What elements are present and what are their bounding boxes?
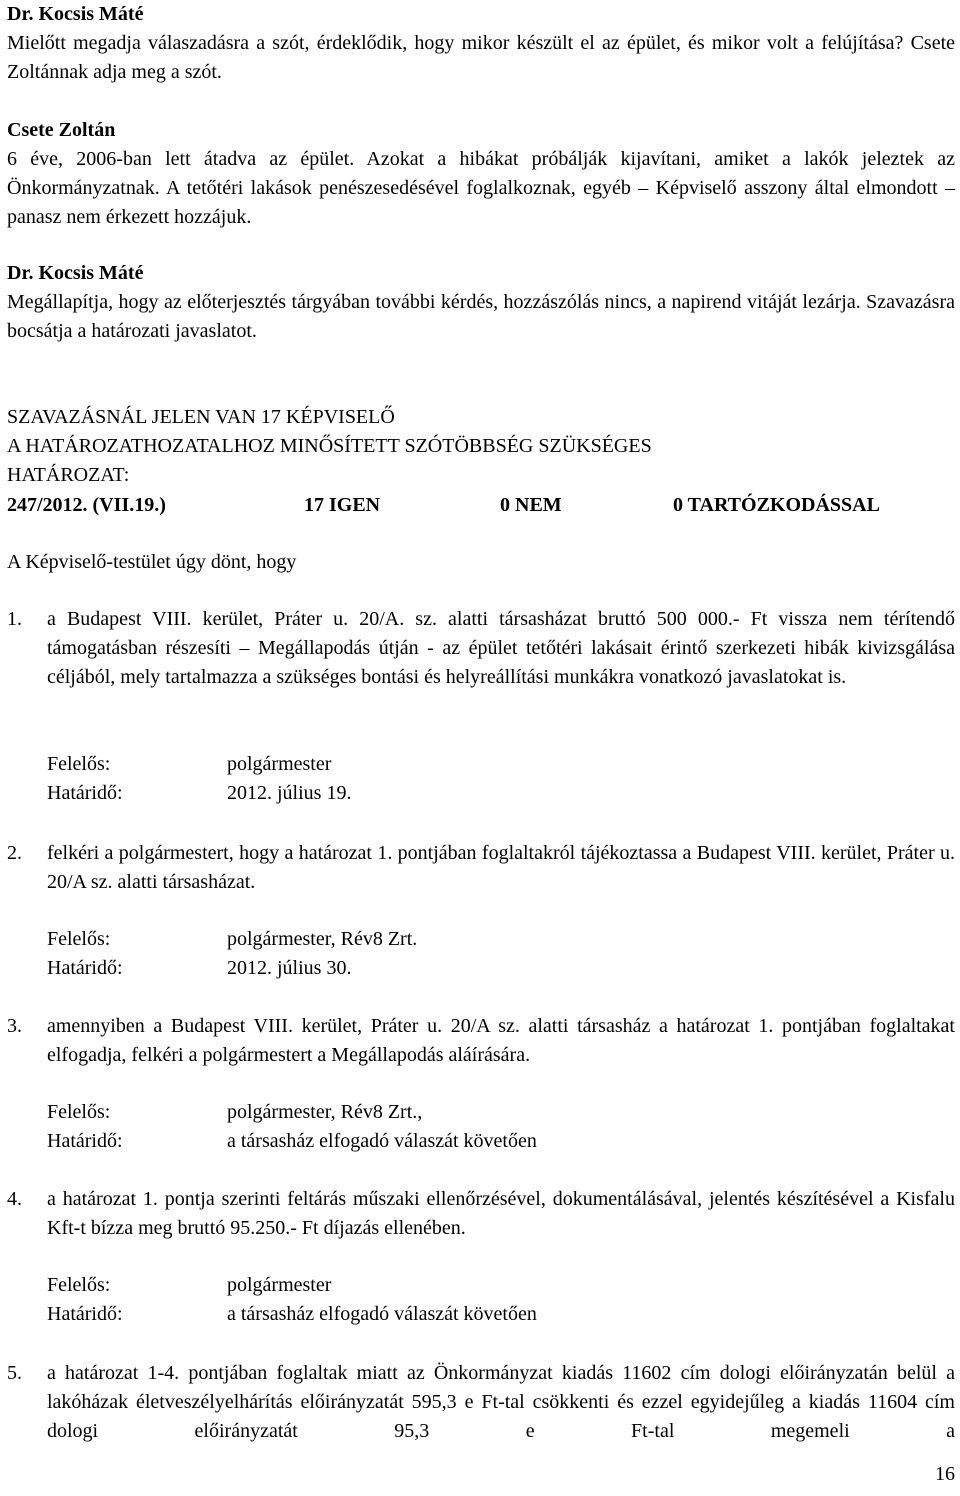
deadline-row <box>47 779 351 808</box>
speech-text: Mielőtt megadja válaszadásra a szót, érdeklődik, hogy mikor készült el az épület, és mikor volt a felújítása? Csete Zoltánnak adja meg a szót. <box>7 32 955 83</box>
item-text: a Budapest VIII. kerület, Práter u. 20/A. sz. alatti társasházat bruttó 500 000.- Ft vissza nem térítendő támogatásban részesíti – Megállapodás útján - az épület tetőtéri lakásait érintő szerkezeti hibák kivizsgálása céljából, mely tartalmazza a szükséges bontási és helyreállítási munkákra vonatkozó javaslatokat is. <box>47 608 955 688</box>
responsible-label: Felelős: <box>47 1274 111 1296</box>
responsible-value: polgármester, Rév8 Zrt. <box>227 928 418 950</box>
speech-text: Megállapítja, hogy az előterjesztés tárgyában további kérdés, hozzászólás nincs, a napirend vitáját lezárja. Szavazásra bocsátja a határozati javaslatot. <box>7 291 955 342</box>
closing-section <box>7 259 955 346</box>
decision-item <box>7 839 955 897</box>
resolution-number: 247/2012. (VII.19.) <box>7 494 166 516</box>
deadline-row <box>47 1127 537 1156</box>
decision-item <box>7 1359 955 1446</box>
deadline-value: a társasház elfogadó válaszát követően <box>227 1303 537 1325</box>
item-number: 5. <box>7 1362 22 1384</box>
vote-majority: A HATÁROZATHOZATALHOZ MINŐSÍTETT SZÓTÖBBSÉG SZÜKSÉGES <box>7 435 652 457</box>
deadline-label: Határidő: <box>47 782 123 804</box>
responsible-label: Felelős: <box>47 753 111 775</box>
responsible-row <box>47 925 417 954</box>
responsible-label: Felelős: <box>47 928 111 950</box>
vote-header <box>7 403 955 490</box>
vote-no: 0 NEM <box>500 494 562 516</box>
responsible-value: polgármester <box>227 753 332 775</box>
item-text: a határozat 1. pontja szerinti feltárás műszaki ellenőrzésével, dokumentálásával, jelentés készítésével a Kisfalu Kft-t bízza meg bruttó 95.250.- Ft díjazás ellenében. <box>47 1188 955 1239</box>
item-number: 1. <box>7 608 22 630</box>
item-text: a határozat 1-4. pontjában foglaltak miatt az Önkormányzat kiadás 11602 cím dologi előirányzatán belül a lakóházak életveszélyelhárítás előirányzatát 595,3 e Ft-tal csökkenti és ezzel egyidejűleg a kiadás 11604 cím dologi előirányzatát 95,3 e Ft-tal megemeli a <box>47 1362 955 1442</box>
page-number: 16 <box>935 1463 955 1485</box>
item-number: 4. <box>7 1188 22 1210</box>
item-number: 3. <box>7 1015 22 1037</box>
item-text: felkéri a polgármestert, hogy a határozat 1. pontjában foglaltakról tájékoztassa a Budapest VIII. kerület, Práter u. 20/A sz. alatti társasházat. <box>47 842 955 893</box>
responsible-row <box>47 750 331 779</box>
deadline-value: a társasház elfogadó válaszát követően <box>227 1130 537 1152</box>
speaker-name: Dr. Kocsis Máté <box>7 262 144 284</box>
vote-yes: 17 IGEN <box>304 494 381 516</box>
deadline-value: 2012. július 19. <box>227 782 352 804</box>
deadline-label: Határidő: <box>47 1130 123 1152</box>
responsible-value: polgármester <box>227 1274 332 1296</box>
speaker-name: Csete Zoltán <box>7 119 116 141</box>
decision-item <box>7 1012 955 1070</box>
speech-text: 6 éve, 2006-ban lett átadva az épület. Azokat a hibákat próbálják kijavítani, amiket a lakók jeleztek az Önkormányzatnak. A tetőtéri lakások penészesedésével foglalkoznak, egyéb – Képviselő asszony által elmondott – panasz nem érkezett hozzájuk. <box>7 148 955 228</box>
reply-section <box>7 116 955 232</box>
responsible-row <box>47 1098 422 1127</box>
deadline-label: Határidő: <box>47 957 123 979</box>
item-number: 2. <box>7 842 22 864</box>
responsible-label: Felelős: <box>47 1101 111 1123</box>
deadline-row <box>47 1300 537 1329</box>
intro-section <box>7 0 955 87</box>
deadline-row <box>47 954 351 983</box>
vote-abstain: 0 TARTÓZKODÁSSAL <box>673 494 880 516</box>
responsible-row <box>47 1271 331 1300</box>
decision-intro: A Képviselő-testület úgy dönt, hogy <box>7 551 297 573</box>
vote-label: HATÁROZAT: <box>7 464 130 486</box>
item-text: amennyiben a Budapest VIII. kerület, Práter u. 20/A sz. alatti társasház a határozat 1. pontjában foglaltakat elfogadja, felkéri a polgármestert a Megállapodás aláírására. <box>47 1015 955 1066</box>
deadline-value: 2012. július 30. <box>227 957 352 979</box>
speaker-name: Dr. Kocsis Máté <box>7 3 144 25</box>
vote-present: SZAVAZÁSNÁL JELEN VAN 17 KÉPVISELŐ <box>7 406 395 428</box>
deadline-label: Határidő: <box>47 1303 123 1325</box>
decision-item <box>7 605 955 692</box>
decision-item <box>7 1185 955 1243</box>
responsible-value: polgármester, Rév8 Zrt., <box>227 1101 423 1123</box>
